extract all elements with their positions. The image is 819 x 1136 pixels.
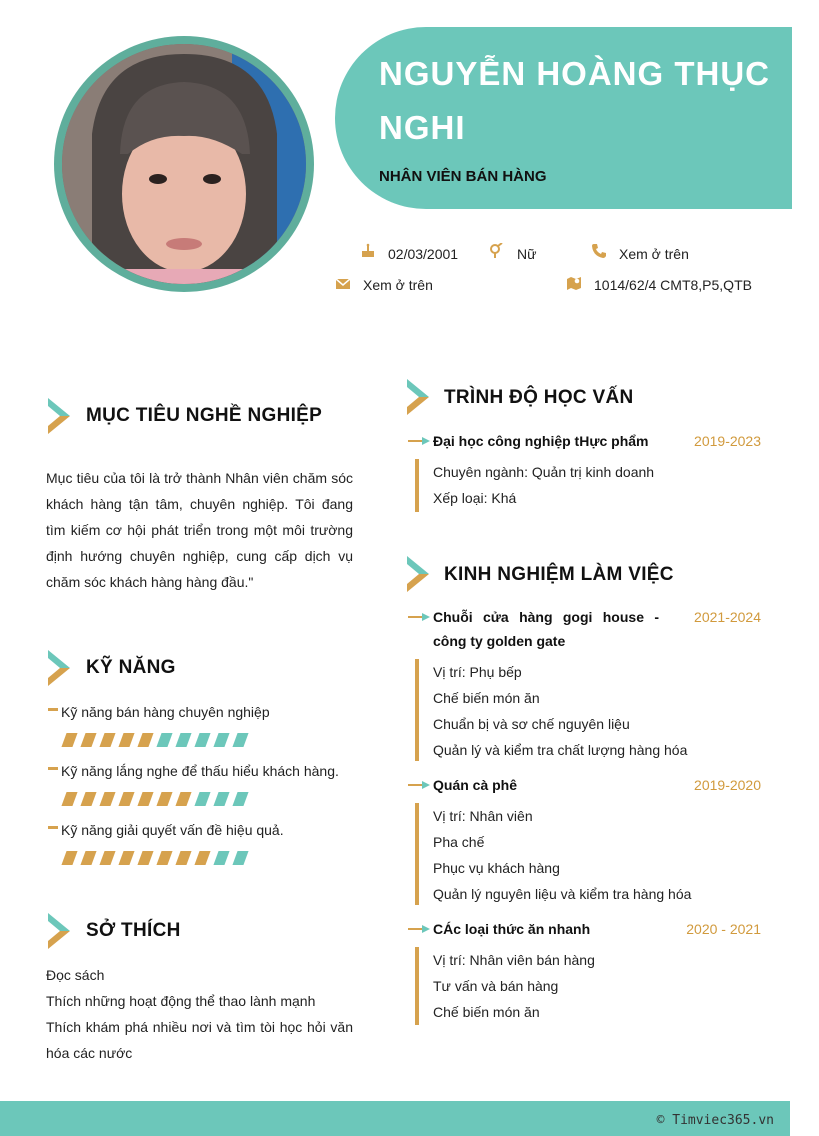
section-chevron-icon [46,911,72,951]
job-org: Quán cà phê [433,777,518,793]
education-title: TRÌNH ĐỘ HỌC VẤN [444,387,634,408]
footer-copyright: © Timviec365.vn [656,1113,774,1128]
job-detail: Vị trí: Phụ bếp [433,664,522,680]
skill-label: Kỹ năng lắng nghe để thấu hiểu khách hàng. [61,763,339,779]
skill-segment [61,792,77,806]
job-detail: Pha chế [433,834,485,850]
skill-segment [99,733,115,747]
skill-segment [156,792,172,806]
section-chevron-icon [405,554,431,594]
job-org: Chuỗi cửa hàng gogi house - công ty golden gate [433,609,659,649]
skill-segment [213,733,229,747]
skill-segment [194,851,210,865]
skill-segment [118,851,134,865]
profile-photo [62,44,306,284]
arrow-right-icon [408,925,430,933]
hobbies-title: SỞ THÍCH [86,920,181,941]
skill-segment [232,733,248,747]
job-detail: Chế biến món ăn [433,1004,540,1020]
skill-segment [61,851,77,865]
skill-segment [80,733,96,747]
timeline-bar [415,659,419,761]
skill-segment [137,792,153,806]
candidate-name: NGUYỄN HOÀNG THỤC NGHI [379,55,771,146]
footer-bar [0,1101,790,1136]
bullet-mark [48,708,58,711]
bullet-mark [48,767,58,770]
skill-label: Kỹ năng giải quyết vấn đề hiệu quả. [61,822,284,838]
objective-text: Mục tiêu của tôi là trở thành Nhân viên chăm sóc khách hàng tận tâm, chuyên nghiệp. Tôi đang tìm kiếm cơ hội phát triển trong một môi trường định hướng chuyên nghiệp, cung cấp dịch vụ chăm sóc khách hàng hàng đầu." [46,470,353,590]
objective-title: MỤC TIÊU NGHỀ NGHIỆP [86,405,323,426]
avatar [54,36,314,292]
birthday-cake-icon [360,243,376,259]
phone-value: Xem ở trên [619,246,689,262]
skill-segment [194,792,210,806]
education-years: 2019-2023 [694,433,761,449]
skill-segment [156,851,172,865]
skill-segment [61,733,77,747]
gender-value: Nữ [517,246,537,262]
job-detail: Quản lý nguyên liệu và kiểm tra hàng hóa [433,886,692,902]
hobby-item: Thích những hoạt động thể thao lành mạnh [46,993,316,1009]
skill-segment [80,851,96,865]
job-title: NHÂN VIÊN BÁN HÀNG [379,168,547,185]
job-detail: Vị trí: Nhân viên [433,808,533,824]
skill-segment [80,792,96,806]
bullet-mark [48,826,58,829]
skill-segment [213,792,229,806]
skill-segment [175,792,191,806]
skill-label: Kỹ năng bán hàng chuyên nghiệp [61,704,270,720]
skill-segment [213,851,229,865]
arrow-right-icon [408,613,430,621]
skill-segment [232,851,248,865]
skill-segment [118,733,134,747]
job-years: 2021-2024 [694,609,761,625]
email-value: Xem ở trên [363,277,433,293]
timeline-bar [415,459,419,512]
skill-segment [232,792,248,806]
job-detail: Chuẩn bị và sơ chế nguyên liệu [433,716,630,732]
skill-segment [156,733,172,747]
name-banner [335,27,792,209]
gender-icon [488,243,504,259]
skill-segment [194,733,210,747]
skill-segment [137,851,153,865]
job-detail: Quản lý và kiểm tra chất lượng hàng hóa [433,742,688,758]
education-detail: Chuyên ngành: Quản trị kinh doanh [433,464,655,480]
job-detail: Phục vụ khách hàng [433,860,560,876]
phone-icon [591,243,607,259]
skill-segment [118,792,134,806]
timeline-bar [415,947,419,1025]
job-detail: Chế biến món ăn [433,690,540,706]
skill-segment [99,792,115,806]
skill-segment [99,851,115,865]
skill-segment [137,733,153,747]
hobby-item: Thích khám phá nhiều nơi và tìm tòi học hỏi văn hóa các nước [46,1019,353,1061]
section-chevron-icon [46,648,72,688]
address-value: 1014/62/4 CMT8,P5,QTB [594,277,752,293]
hobby-item: Đọc sách [46,967,105,983]
job-detail: Tư vấn và bán hàng [433,978,559,994]
education-detail: Xếp loại: Khá [433,490,517,506]
experience-title: KINH NGHIỆM LÀM VIỆC [444,564,674,585]
skills-title: KỸ NĂNG [86,657,176,678]
arrow-right-icon [408,437,430,445]
job-years: 2019-2020 [694,777,761,793]
email-icon [335,276,351,292]
job-years: 2020 - 2021 [686,921,761,937]
section-chevron-icon [405,377,431,417]
birthday-value: 02/03/2001 [388,246,459,262]
job-detail: Vị trí: Nhân viên bán hàng [433,952,595,968]
skill-segment [175,851,191,865]
skill-segment [175,733,191,747]
school-name: Đại học công nghiệp tHực phẩm [433,433,649,449]
arrow-right-icon [408,781,430,789]
timeline-bar [415,803,419,905]
section-chevron-icon [46,396,72,436]
map-location-icon [566,275,582,291]
job-org: CÁc loại thức ăn nhanh [433,921,591,937]
